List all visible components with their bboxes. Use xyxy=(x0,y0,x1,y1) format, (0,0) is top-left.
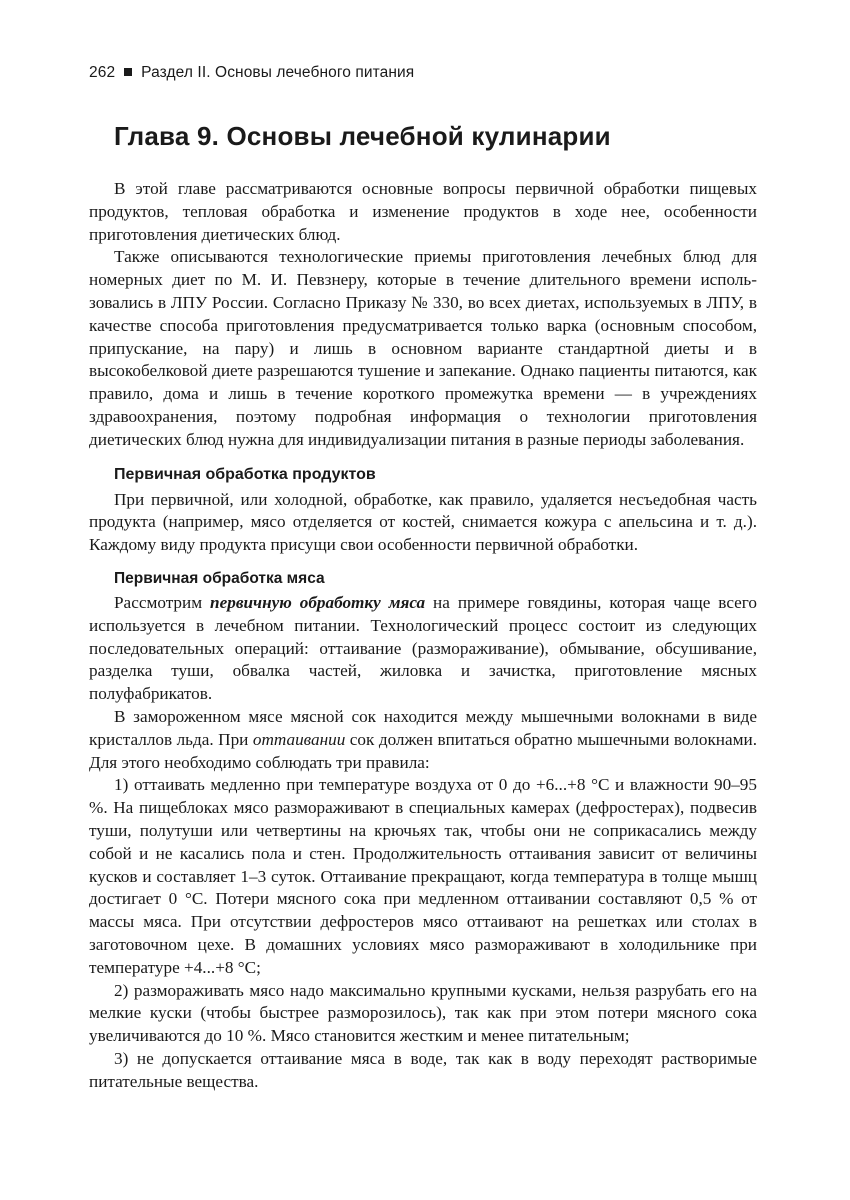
meat-paragraph-2 xyxy=(89,706,757,774)
section-title: Раздел II. Основы лечебного питания xyxy=(141,64,415,81)
meat-p2-end: сок должен впитаться обратно мышечными волокнами. Для этого необходимо соблюдать три правила: xyxy=(89,729,757,772)
meat-p2-start: В замороженном мясе мясной сок находится между мышечными волокнами в виде кристаллов льда. При xyxy=(89,706,757,749)
page-number: 262 xyxy=(89,64,116,81)
intro-paragraph-2: Также описываются технологические приемы приготовления лечебных блюд для номерных диет по М. И. Певзнеру, которые в течение длительного времени использовались в ЛПУ России. Согласно Приказу № 330, во всех диетах, используемых в ЛПУ, в качестве способа приготовления предусматривается только варка (основным способом, припускание, на пару) и лишь в основном варианте стандартной диеты и в высокобелковой диете разрешаются тушение и запекание. Однако пациенты питаются, как правило, дома и лишь в течение короткого промежутка времени — в учреждениях здравоохранения, поэтому подробная информация о технологии приготовления диетических блюд нужна для индивидуализации питания в разные периоды заболевания. xyxy=(89,247,757,449)
section-heading-primary-processing: Первичная обработка продуктов xyxy=(114,465,376,483)
rule-1: 1) оттаивать медленно при температуре воздуха от 0 до +6...+8 °С и влажности 90–95 %. На пищеблоках мясо размораживают в специальных камерах (дефростерах), подвесив туши, полутуши или четвертины на крючьях так, чтобы они не соприкасались между собой и не касались пола и стен. Продолжительность оттаивания зависит от величины кусков и составляет 1–3 суток. Оттаивание прекращают, когда температура в толще мышц достигает 0 °С. Потери мясного сока при медленном оттаивании составляют 0,5 % от массы мяса. При отсутствии дефростеров мясо оттаивают на решетках или столах в заготовочном цехе. В домашних условиях мясо размораживают в холодильнике при температуре +4...+8 °С; xyxy=(89,775,757,977)
chapter-title: Глава 9. Основы лечебной кулинарии xyxy=(114,121,611,151)
body-text xyxy=(89,178,757,1093)
running-header xyxy=(89,64,414,82)
meat-p2-emphasis: оттаивании xyxy=(252,729,346,749)
meat-p1-end: на примере говядины, которая чаще всего используется в лечебном питании. Технологический процесс состоит из следующих последовательных операций: оттаивание (размораживание), обмывание, обсушивание, разделка туши, обвалка частей, жиловка и зачистка, приготовление мясных полуфабрикатов. xyxy=(89,592,757,704)
meat-p1-emphasis: первичную обработку мяса xyxy=(210,592,426,612)
rule-2: 2) размораживать мясо надо максимально крупными кусками, нельзя разрубать его на мелкие куски (чтобы быстрее разморозилось), так как при этом потери мясного сока увеличиваются до 10 %. Мясо становится жестким и менее питательным; xyxy=(89,980,757,1046)
meat-paragraph-1 xyxy=(89,592,757,706)
section-paragraph-primary-processing: При первичной, или холодной, обработке, как правило, удаляется несъедобная часть продукта (например, мясо отделяется от костей, снимается кожура с апельсина и т. д.). Каждому виду продукта присущи свои особенности первичной обработки. xyxy=(89,489,757,555)
square-bullet-icon xyxy=(124,68,132,76)
rule-3: 3) не допускается оттаивание мяса в воде, так как в воду переходят растворимые питательные вещества. xyxy=(89,1048,757,1091)
meat-p1-start: Рассмотрим xyxy=(114,592,211,612)
intro-paragraph-1: В этой главе рассматриваются основные вопросы первичной обработки пищевых продуктов, тепловая обработка и изменение продуктов в ходе нее, особенности приготовления диетических блюд. xyxy=(89,179,757,244)
subsection-heading-meat-processing: Первичная обработка мяса xyxy=(114,569,325,587)
